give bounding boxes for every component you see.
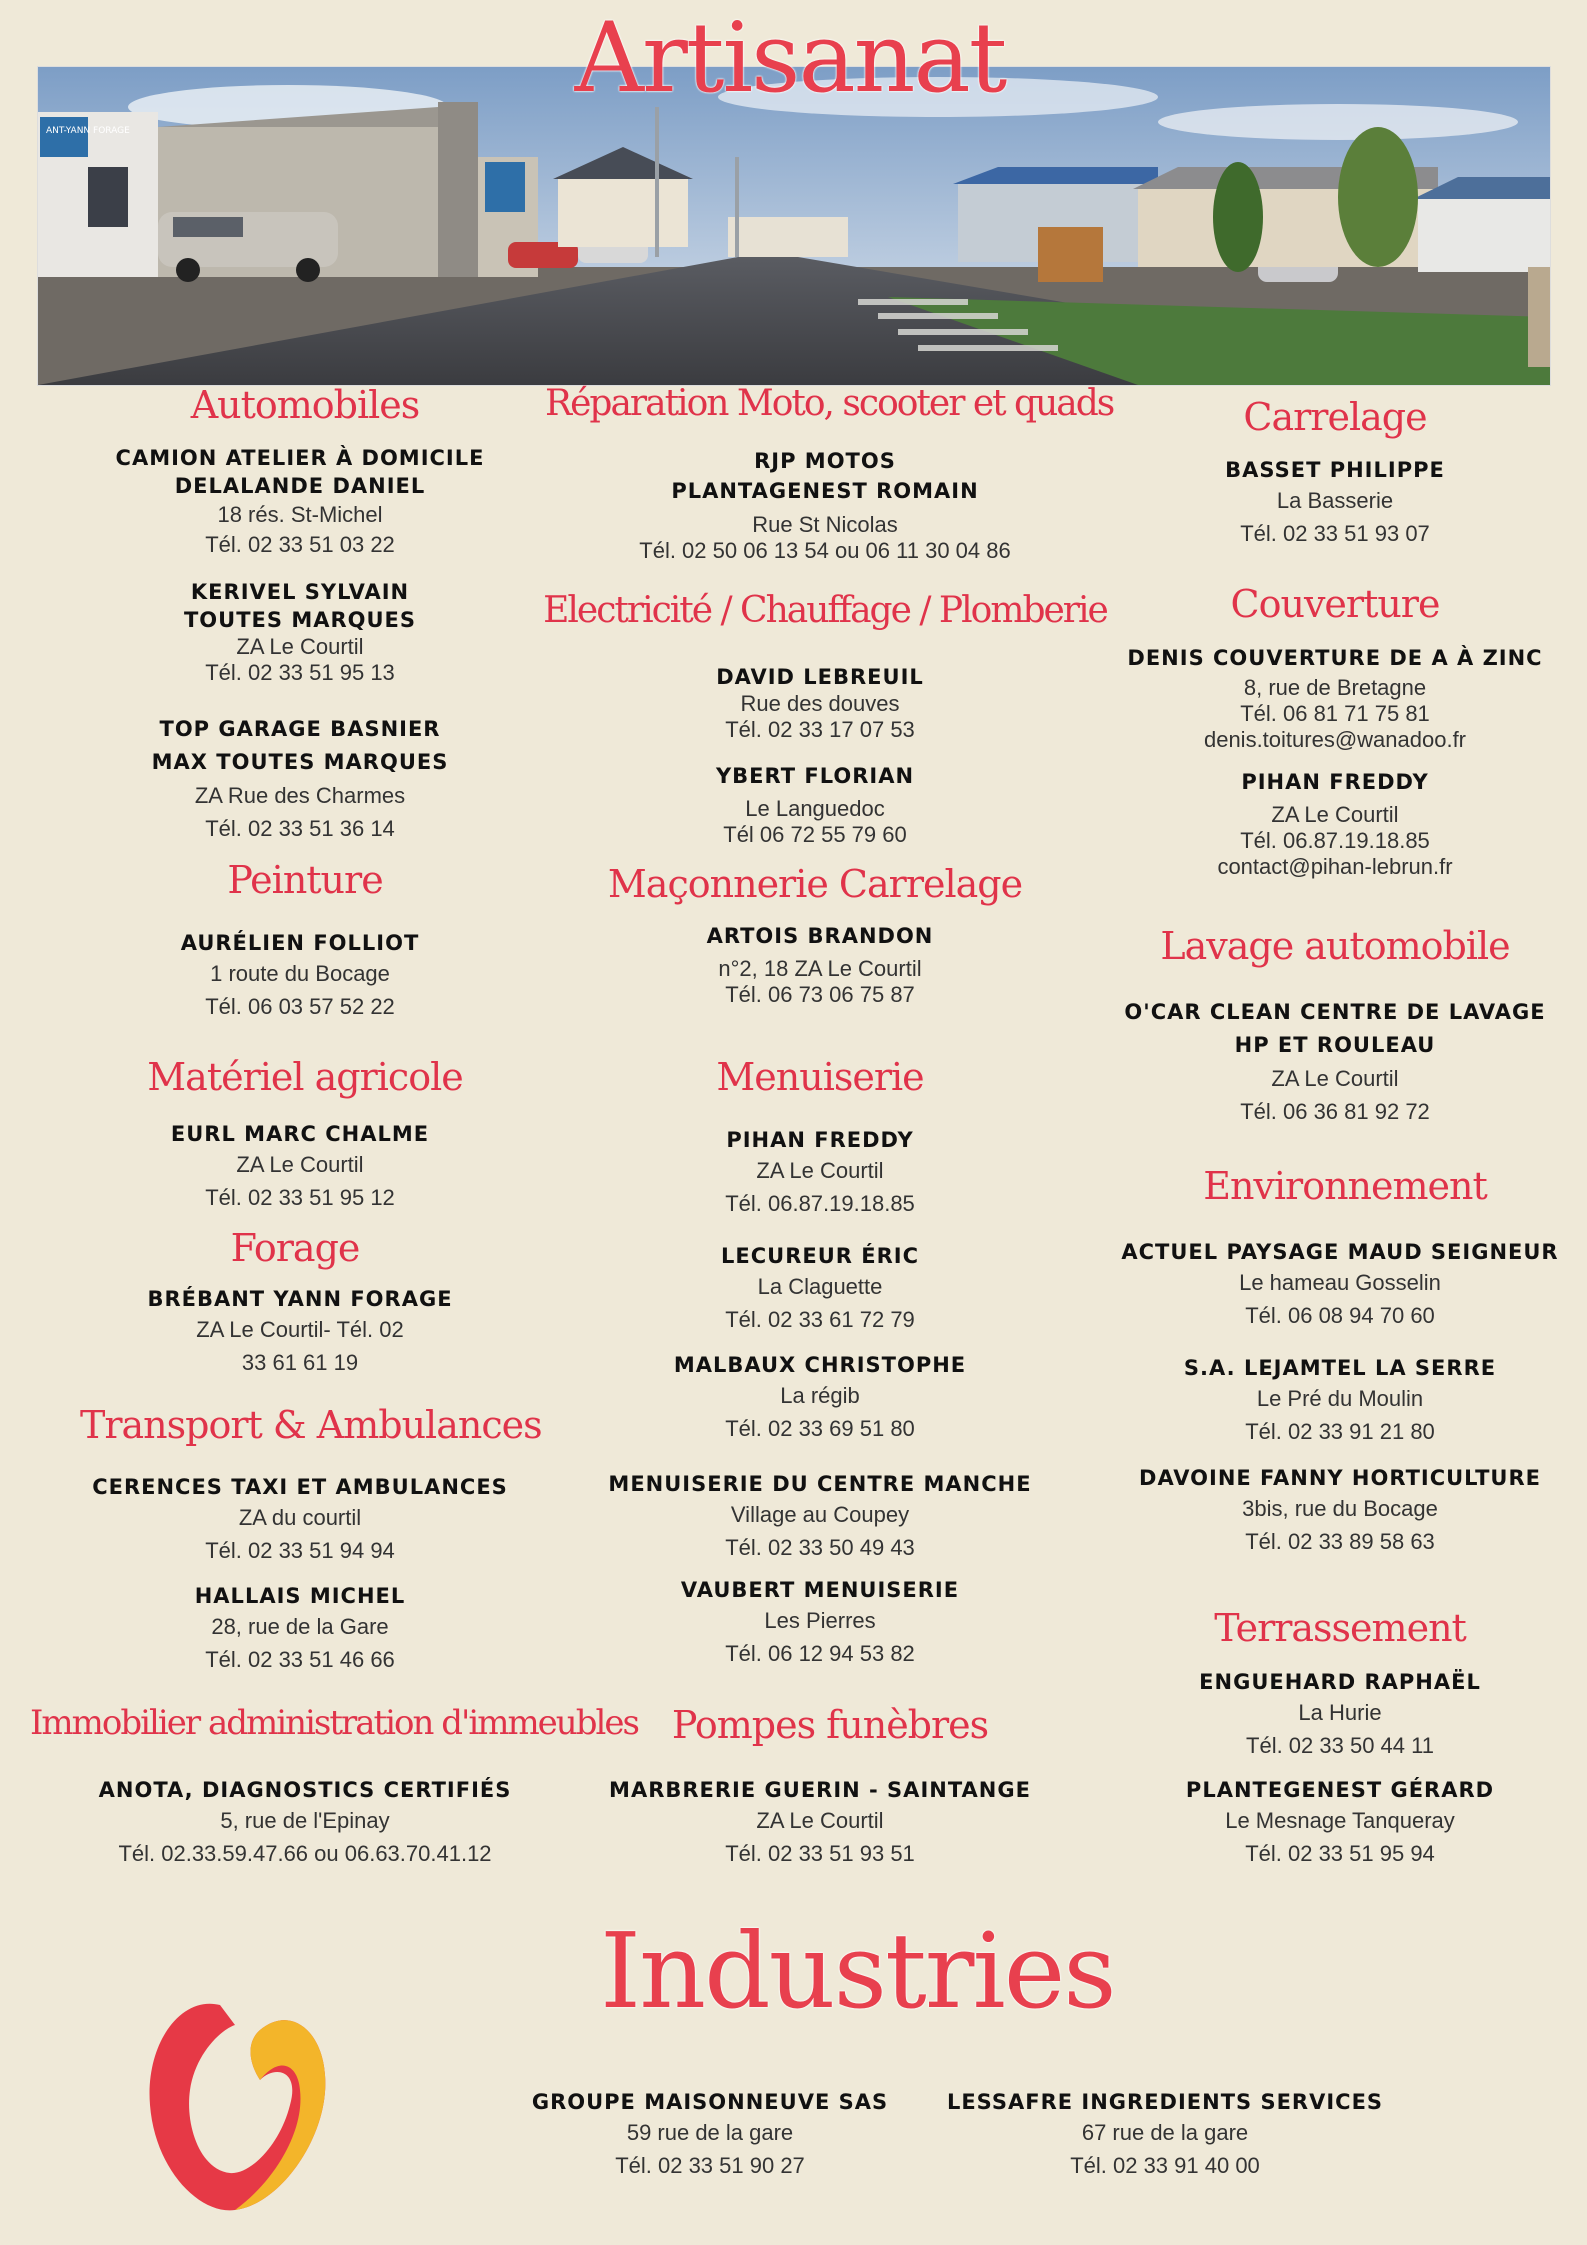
listing-details: 5, rue de l'Epinay Tél. 02.33.59.47.66 ou 06.63.70.41.12 xyxy=(118,1808,492,1866)
listing-eurl-marc-chalme xyxy=(60,1120,540,1214)
section-heading-electricite: Electricité / Chauffage / Plomberie xyxy=(543,590,1107,631)
listing-name: YBERT FLORIAN xyxy=(715,764,915,788)
listing-brebant-yann-forage xyxy=(60,1285,540,1379)
listing-details: 67 rue de la gare Tél. 02 33 91 40 00 xyxy=(1070,2120,1260,2178)
section-heading-forage: Forage xyxy=(230,1226,360,1270)
listing-details: ZA Le Courtil Tél. 02 33 51 93 51 xyxy=(725,1808,915,1866)
listing-name: LESSAFRE INGREDIENTS SERVICES xyxy=(946,2090,1384,2114)
listing-hallais-michel xyxy=(55,1582,545,1676)
listing-name: MARBRERIE GUERIN - SAINTANGE xyxy=(609,1778,1031,1802)
listing-details: n°2, 18 ZA Le Courtil Tél. 06 73 06 75 87 xyxy=(718,956,922,1007)
listing-name: DAVID LEBREUIL xyxy=(716,665,924,689)
industries-title: Industries xyxy=(600,1910,1115,2032)
section-heading-lavage-automobile: Lavage automobile xyxy=(1160,924,1510,968)
listing-name: O'CAR CLEAN CENTRE DE LAVAGE HP ET ROULEAU xyxy=(1124,1000,1546,1057)
listing-enguehard-raphael xyxy=(1100,1668,1580,1762)
listing-details: ZA Le Courtil Tél. 02 33 51 95 13 xyxy=(205,634,395,685)
listing-name: ARTOIS BRANDON xyxy=(706,924,934,948)
section-heading-materiel-agricole: Matériel agricole xyxy=(147,1055,463,1099)
listing-pihan-freddy-couverture xyxy=(1100,768,1570,880)
listing-name: ENGUEHARD RAPHAËL xyxy=(1199,1670,1481,1694)
listing-name: LECUREUR ÉRIC xyxy=(721,1244,919,1268)
listing-plantegenest-gerard xyxy=(1100,1776,1580,1870)
listing-details: Le Languedoc Tél 06 72 55 79 60 xyxy=(723,796,907,847)
listing-pihan-freddy-menuiserie xyxy=(575,1126,1065,1220)
listing-details: ZA Le Courtil Tél. 06.87.19.18.85 contact@pihan-lebrun.fr xyxy=(1217,802,1453,879)
listing-lecureur-eric xyxy=(575,1242,1065,1336)
listing-name: S.A. LEJAMTEL LA SERRE xyxy=(1183,1356,1497,1380)
listing-name: ACTUEL PAYSAGE MAUD SEIGNEUR xyxy=(1121,1240,1559,1264)
listing-groupe-maisonneuve xyxy=(520,2088,900,2182)
listing-name: RJP MOTOS PLANTAGENEST ROMAIN xyxy=(671,449,979,503)
section-heading-pompes-funebres: Pompes funèbres xyxy=(671,1703,989,1747)
listing-lejamtel-la-serre xyxy=(1100,1354,1580,1448)
listing-details: ZA du courtil Tél. 02 33 51 94 94 xyxy=(205,1505,395,1563)
listing-details: Rue des douves Tél. 02 33 17 07 53 xyxy=(725,691,915,742)
listing-details: ZA Rue des Charmes Tél. 02 33 51 36 14 xyxy=(194,783,406,841)
listing-details: 1 route du Bocage Tél. 06 03 57 52 22 xyxy=(205,961,395,1019)
listing-rjp-motos xyxy=(575,446,1075,564)
listing-name: HALLAIS MICHEL xyxy=(194,1584,406,1608)
listing-details: La Hurie Tél. 02 33 50 44 11 xyxy=(1246,1700,1434,1758)
listing-name: PIHAN FREDDY xyxy=(1241,770,1429,794)
listing-camion-atelier xyxy=(60,444,540,560)
listing-details: 28, rue de la Gare Tél. 02 33 51 46 66 xyxy=(205,1614,395,1672)
artisanat-title: Artisanat xyxy=(574,2,1006,114)
listing-details: 59 rue de la gare Tél. 02 33 51 90 27 xyxy=(615,2120,805,2178)
section-heading-transport-ambulances: Transport & Ambulances xyxy=(80,1403,542,1447)
listing-name: AURÉLIEN FOLLIOT xyxy=(180,931,420,955)
listing-ocar-clean xyxy=(1090,996,1580,1128)
listing-davoine-fanny xyxy=(1100,1464,1580,1558)
listing-details: Le hameau Gosselin Tél. 06 08 94 70 60 xyxy=(1239,1270,1441,1328)
listing-top-garage-basnier xyxy=(60,713,540,845)
listing-anota-diagnostics xyxy=(45,1776,565,1870)
listing-details: 3bis, rue du Bocage Tél. 02 33 89 58 63 xyxy=(1242,1496,1438,1554)
listing-denis-couverture xyxy=(1095,644,1575,753)
listing-details: Village au Coupey Tél. 02 33 50 49 43 xyxy=(725,1502,915,1560)
listing-details: 8, rue de Bretagne Tél. 06 81 71 75 81 denis.toitures@wanadoo.fr xyxy=(1203,675,1467,752)
listing-cerences-taxi xyxy=(55,1473,545,1567)
listing-name: MENUISERIE DU CENTRE MANCHE xyxy=(608,1472,1032,1496)
listing-name: BASSET PHILIPPE xyxy=(1225,458,1445,482)
section-heading-menuiserie: Menuiserie xyxy=(716,1055,924,1099)
section-heading-couverture: Couverture xyxy=(1230,582,1440,626)
listing-details: La Basserie Tél. 02 33 51 93 07 xyxy=(1240,488,1430,546)
listing-details: Le Mesnage Tanqueray Tél. 02 33 51 95 94 xyxy=(1225,1808,1455,1866)
listing-details: Les Pierres Tél. 06 12 94 53 82 xyxy=(725,1608,915,1666)
section-heading-environnement: Environnement xyxy=(1203,1164,1487,1208)
listing-name: PIHAN FREDDY xyxy=(726,1128,914,1152)
listing-marbrerie-guerin xyxy=(575,1776,1065,1870)
listing-details: La Claguette Tél. 02 33 61 72 79 xyxy=(725,1274,915,1332)
listing-name: VAUBERT MENUISERIE xyxy=(680,1578,960,1602)
listing-aurelien-folliot xyxy=(60,929,540,1023)
section-heading-immobilier: Immobilier administration d'immeubles xyxy=(30,1703,638,1743)
listing-menuiserie-centre-manche xyxy=(575,1470,1065,1564)
listing-details: Le Pré du Moulin Tél. 02 33 91 21 80 xyxy=(1245,1386,1435,1444)
listing-ybert-florian xyxy=(575,762,1055,848)
listing-name: MALBAUX CHRISTOPHE xyxy=(673,1353,967,1377)
section-heading-maconnerie: Maçonnerie Carrelage xyxy=(607,862,1023,906)
listing-name: PLANTEGENEST GÉRARD xyxy=(1185,1778,1495,1802)
listing-david-lebreuil xyxy=(575,663,1065,743)
section-heading-peinture: Peinture xyxy=(227,858,383,902)
listing-details: ZA Le Courtil Tél. 02 33 51 95 12 xyxy=(205,1152,395,1210)
garage-sign-left xyxy=(40,117,88,157)
listing-name: GROUPE MAISONNEUVE SAS xyxy=(531,2090,889,2114)
listing-kerivel-sylvain xyxy=(60,578,540,686)
heart-logo xyxy=(140,1985,350,2229)
listing-artois-brandon xyxy=(575,922,1065,1008)
listing-name: EURL MARC CHALME xyxy=(170,1122,430,1146)
listing-details: La régib Tél. 02 33 69 51 80 xyxy=(725,1383,915,1441)
listing-details: 18 rés. St-Michel Tél. 02 33 51 03 22 xyxy=(205,502,395,557)
listing-lessafre-ingredients xyxy=(945,2088,1385,2182)
listing-name: DAVOINE FANNY HORTICULTURE xyxy=(1139,1466,1541,1490)
garage-sign-right xyxy=(485,162,525,212)
listing-details: ZA Le Courtil- Tél. 02 33 61 61 19 xyxy=(196,1317,404,1375)
listing-name: KERIVEL SYLVAIN TOUTES MARQUES xyxy=(183,580,417,632)
listing-name: TOP GARAGE BASNIER MAX TOUTES MARQUES xyxy=(151,717,449,774)
section-heading-carrelage: Carrelage xyxy=(1243,395,1427,439)
listing-actuel-paysage xyxy=(1090,1238,1587,1332)
street-panorama-photo xyxy=(37,66,1551,386)
section-heading-terrassement: Terrassement xyxy=(1214,1606,1466,1650)
listing-details: Rue St Nicolas Tél. 02 50 06 13 54 ou 06 11 30 04 86 xyxy=(639,512,1011,563)
listing-details: ZA Le Courtil Tél. 06 36 81 92 72 xyxy=(1240,1066,1430,1124)
listing-details: ZA Le Courtil Tél. 06.87.19.18.85 xyxy=(725,1158,915,1216)
garage-sign-left-text: ANT-YANN FORAGE xyxy=(46,126,130,136)
listing-name: ANOTA, DIAGNOSTICS CERTIFIÉS xyxy=(98,1778,512,1802)
listing-name: BRÉBANT YANN FORAGE xyxy=(147,1287,453,1311)
listing-name: DENIS COUVERTURE DE A À ZINC xyxy=(1127,646,1543,670)
listing-malbaux-christophe xyxy=(575,1351,1065,1445)
listing-name: CAMION ATELIER À DOMICILE DELALANDE DANIEL xyxy=(115,446,485,498)
section-heading-reparation-moto: Réparation Moto, scooter et quads xyxy=(545,383,1114,424)
listing-name: CERENCES TAXI ET AMBULANCES xyxy=(92,1475,508,1499)
section-heading-automobiles: Automobiles xyxy=(190,383,420,427)
listing-basset-philippe xyxy=(1100,456,1570,550)
listing-vaubert-menuiserie xyxy=(575,1576,1065,1670)
